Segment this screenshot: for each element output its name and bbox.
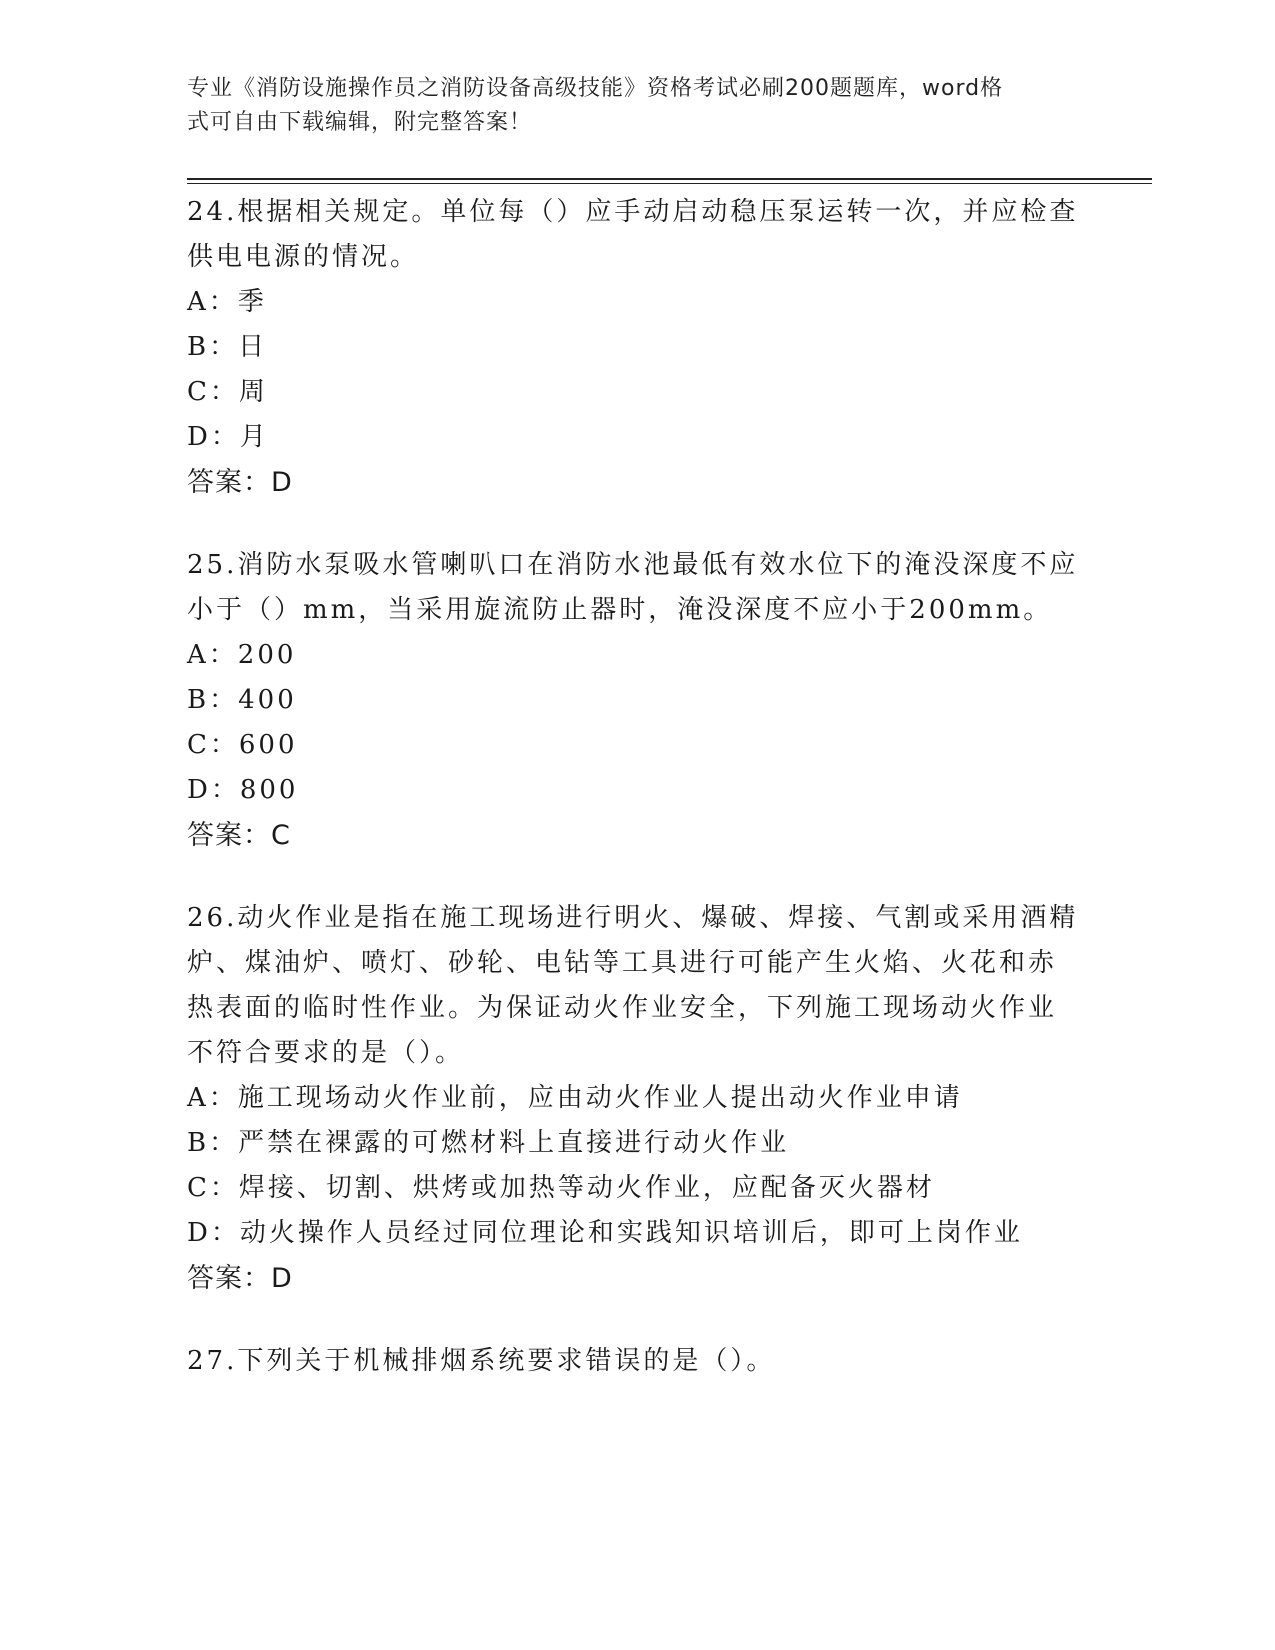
answer: 答案：D bbox=[187, 467, 293, 498]
header-line-1: 专业《消防设施操作员之消防设备高级技能》资格考试必刷200题题库，word格 bbox=[187, 76, 1004, 101]
option-c: C：600 bbox=[187, 730, 298, 760]
question-26 bbox=[187, 896, 1087, 1301]
question-list bbox=[187, 190, 1087, 1422]
option-b: B：日 bbox=[187, 332, 268, 362]
option-d: D：月 bbox=[187, 422, 269, 452]
question-text: 热表面的临时性作业。为保证动火作业安全，下列施工现场动火作业 bbox=[187, 993, 1058, 1023]
header-line-2: 式可自由下载编辑，附完整答案！ bbox=[187, 110, 533, 135]
question-text: 炉、煤油炉、喷灯、砂轮、电钻等工具进行可能产生火焰、火花和赤 bbox=[187, 948, 1058, 978]
question-24 bbox=[187, 190, 1087, 505]
question-text: 小于（）mm，当采用旋流防止器时，淹没深度不应小于200mm。 bbox=[187, 595, 1053, 625]
option-b: B：400 bbox=[187, 685, 297, 715]
answer: 答案：D bbox=[187, 1263, 293, 1294]
option-a: A：200 bbox=[187, 640, 297, 670]
option-d: D：800 bbox=[187, 775, 299, 805]
question-text: 不符合要求的是（）。 bbox=[187, 1038, 465, 1068]
option-d: D：动火操作人员经过同位理论和实践知识培训后，即可上岗作业 bbox=[187, 1218, 1023, 1248]
question-27 bbox=[187, 1339, 1087, 1384]
option-c: C：周 bbox=[187, 377, 268, 407]
answer: 答案：C bbox=[187, 820, 291, 851]
option-b: B：严禁在裸露的可燃材料上直接进行动火作业 bbox=[187, 1128, 790, 1158]
question-text: 27.下列关于机械排烟系统要求错误的是（）。 bbox=[187, 1346, 776, 1376]
question-text: 25.消防水泵吸水管喇叭口在消防水池最低有效水位下的淹没深度不应 bbox=[187, 550, 1079, 580]
header-divider-thin bbox=[187, 183, 1152, 184]
document-header bbox=[187, 72, 1067, 140]
option-a: A：季 bbox=[187, 287, 267, 317]
header-divider-thick bbox=[187, 178, 1152, 180]
question-text: 26.动火作业是指在施工现场进行明火、爆破、焊接、气割或采用酒精 bbox=[187, 903, 1079, 933]
question-25 bbox=[187, 543, 1087, 858]
option-c: C：焊接、切割、烘烤或加热等动火作业，应配备灭火器材 bbox=[187, 1173, 935, 1203]
question-text: 24.根据相关规定。单位每（）应手动启动稳压泵运转一次，并应检查 bbox=[187, 197, 1079, 227]
option-a: A：施工现场动火作业前，应由动火作业人提出动火作业申请 bbox=[187, 1083, 963, 1113]
question-text: 供电电源的情况。 bbox=[187, 242, 420, 272]
